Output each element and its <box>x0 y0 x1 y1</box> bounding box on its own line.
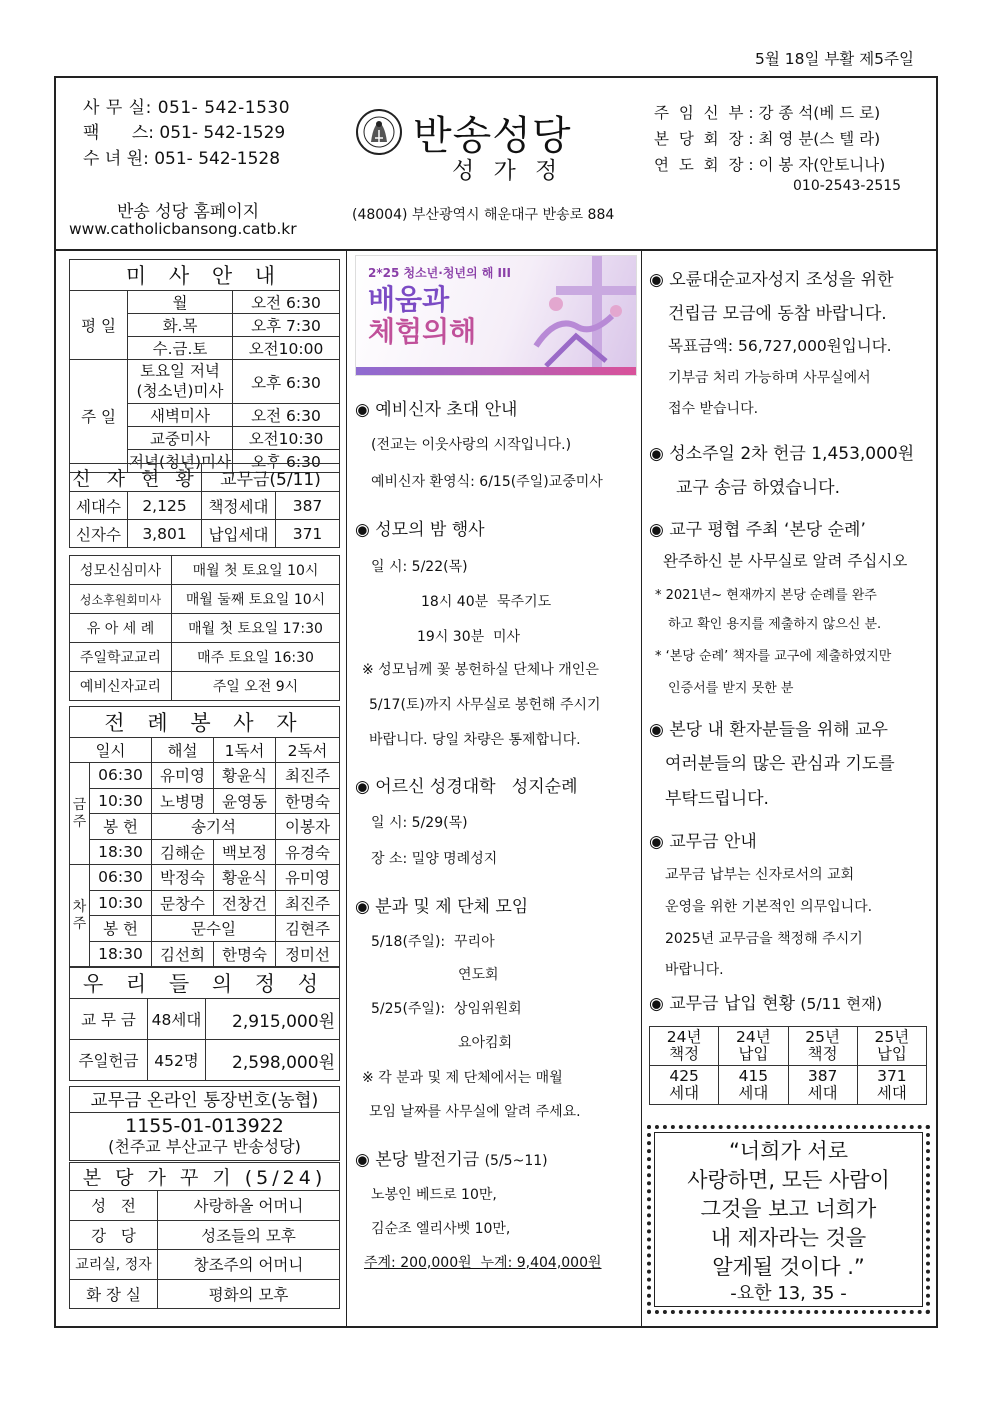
mass-title: 미 사 안 내 <box>70 260 340 291</box>
members-value: 387 <box>276 492 340 520</box>
s2-line: 18시 40분 묵주기도 <box>421 594 552 610</box>
decor-table <box>69 1162 340 1309</box>
schedule-when: 매월 첫 토요일 17:30 <box>172 614 340 643</box>
dues-header: 25년 책정 <box>788 1027 857 1066</box>
members-value: 371 <box>276 520 340 548</box>
r5-line: 2025년 교무금을 책정해 주시기 <box>665 931 863 947</box>
quote-line: 알게될 것이다 .” <box>712 1255 865 1279</box>
schedule-name: 유 아 세 례 <box>70 614 172 643</box>
mass-time: 오전10:30 <box>233 427 340 450</box>
members-label: 세대수 <box>70 492 128 520</box>
quote-line: 사랑하면, 모든 사람이 <box>687 1168 890 1192</box>
servers-cell: 문창수 <box>152 890 214 916</box>
s3-line: 일 시: 5/29(목) <box>371 815 468 831</box>
servers-cell: 김선희 <box>152 941 214 967</box>
r3-line: 하고 확인 용지를 제출하지 않으신 분. <box>668 617 882 632</box>
s5-title-text: ◉ 본당 발전기금 <box>355 1150 480 1170</box>
this-week-label: 금주 <box>70 763 90 865</box>
church-logo-icon <box>355 108 403 156</box>
r3-line: * ‘본당 순례’ 책자를 교구에 제출하였지만 <box>655 649 892 664</box>
decor-group: 성조들의 모후 <box>158 1220 340 1250</box>
offering-amount: 2,598,000원 <box>206 1040 340 1081</box>
schedule-when: 매주 토요일 16:30 <box>172 643 340 672</box>
schedule-when: 매월 둘째 토요일 10시 <box>172 585 340 614</box>
quote-line: “너희가 서로 <box>729 1139 848 1163</box>
decor-title: 본 당 가 꾸 기 (5/24) <box>70 1163 340 1191</box>
s5-line: 노봉인 베드로 10만, <box>371 1187 497 1203</box>
banner-main-1: 배움과 <box>368 283 450 316</box>
dues-header: 24년 책정 <box>650 1027 719 1066</box>
servers-cell: 전창건 <box>214 890 276 916</box>
decor-place: 화 장 실 <box>70 1279 158 1309</box>
servers-cell: 한명숙 <box>214 941 276 967</box>
servers-cell: 노병명 <box>152 788 214 814</box>
mass-day: 수.금.토 <box>128 337 233 360</box>
offering-count: 48세대 <box>148 999 206 1040</box>
mass-time: 오후 6:30 <box>233 360 340 404</box>
bank-table <box>69 1086 340 1161</box>
servers-cell: 18:30 <box>90 839 152 865</box>
servers-header: 일시 <box>70 738 152 763</box>
r3-line: * 2021년~ 현재까지 본당 순례를 완주 <box>655 588 877 603</box>
s4-line: 연도회 <box>458 967 499 983</box>
r1-line: 건립금 모금에 동참 바랍니다. <box>668 304 887 324</box>
s4-line: 5/18(주일): 꾸리아 <box>371 934 495 950</box>
s1-line: (전교는 이웃사랑의 시작입니다.) <box>371 437 572 453</box>
mass-day: 화.목 <box>128 314 233 337</box>
mass-time: 오전 6:30 <box>233 404 340 427</box>
r4-line: ◉ 본당 내 환자분들을 위해 교우 <box>649 720 888 740</box>
r5-line: 운영을 위한 기본적인 의무입니다. <box>665 899 873 915</box>
dues-status-table <box>649 1026 927 1105</box>
servers-cell: 정미선 <box>276 941 340 967</box>
fax-number: 팩 스: 051- 542-1529 <box>83 123 286 143</box>
servers-cell: 봉 헌 <box>90 916 152 942</box>
office-phone: 사 무 실: 051- 542-1530 <box>83 98 291 118</box>
servers-cell: 이봉자 <box>276 814 340 840</box>
s3-title: ◉ 어르신 성경대학 성지순례 <box>355 777 578 797</box>
offering-label: 주일헌금 <box>70 1040 148 1081</box>
r5-line: 교무금 납부는 신자로서의 교회 <box>665 867 855 883</box>
servers-cell: 18:30 <box>90 941 152 967</box>
church-name: 반송성당 <box>413 113 572 159</box>
r2-line: ◉ 성소주일 2차 헌금 1,453,000원 <box>649 444 915 464</box>
servers-header: 해설 <box>152 738 214 763</box>
schedule-name: 성소후원회미사 <box>70 585 172 614</box>
servers-cell: 10:30 <box>90 788 152 814</box>
servers-cell: 송기석 <box>152 814 276 840</box>
offering-label: 교 무 금 <box>70 999 148 1040</box>
mass-day: 교중미사 <box>128 427 233 450</box>
servers-cell: 06:30 <box>90 763 152 789</box>
mass-day: 저녁(청년)미사 <box>128 450 233 473</box>
s4-line: 5/25(주일): 상임위원회 <box>371 1001 522 1017</box>
dues-title: 교무금(5/11) <box>202 464 340 492</box>
dues-value: 387 세대 <box>788 1066 857 1105</box>
offerings-title: 우 리 들 의 정 성 <box>70 968 340 999</box>
scripture-quote-box <box>647 1125 930 1314</box>
quote-reference: -요한 13, 35 - <box>730 1283 847 1304</box>
members-value: 3,801 <box>128 520 202 548</box>
servers-cell: 박정숙 <box>152 865 214 891</box>
homepage-label: 반송 성당 홈페이지 <box>117 202 260 222</box>
servers-cell: 유미영 <box>152 763 214 789</box>
s1-title: ◉ 예비신자 초대 안내 <box>355 400 518 420</box>
s3-line: 장 소: 밀양 명례성지 <box>371 851 498 867</box>
r4-line: 부탁드립니다. <box>665 789 769 809</box>
s2-line: 일 시: 5/22(목) <box>371 559 468 575</box>
dues-header: 25년 납입 <box>857 1027 926 1066</box>
servers-cell: 10:30 <box>90 890 152 916</box>
schedule-when: 주일 오전 9시 <box>172 672 340 701</box>
dues-value: 425 세대 <box>650 1066 719 1105</box>
schedule-name: 예비신자교리 <box>70 672 172 701</box>
banner-gradient-bar <box>356 367 637 375</box>
r3-line: 완주하신 분 사무실로 알려 주십시오 <box>663 552 908 570</box>
schedule-table <box>69 555 340 701</box>
cross-figure-icon <box>516 256 637 376</box>
youth-year-banner <box>355 255 637 376</box>
decor-group: 평화의 모후 <box>158 1279 340 1309</box>
r3-line: ◉ 교구 평협 주최 ‘본당 순례’ <box>649 520 866 540</box>
mass-time: 오전10:00 <box>233 337 340 360</box>
bank-title: 교무금 온라인 통장번호(농협) <box>70 1087 340 1113</box>
mass-day: 토요일 저녁 (청소년)미사 <box>128 360 233 404</box>
r6-note: (5/11 현재) <box>800 995 883 1013</box>
servers-cell: 최진주 <box>276 763 340 789</box>
s5-total: 주계: 200,000원 누계: 9,404,000원 <box>364 1255 602 1271</box>
mass-table <box>69 259 340 473</box>
offering-amount: 2,915,000원 <box>206 999 340 1040</box>
servers-table <box>69 706 340 967</box>
servers-cell: 김현주 <box>276 916 340 942</box>
column-divider-right <box>641 250 642 1328</box>
s5-line: 김순조 엘리사벳 10만, <box>371 1221 511 1237</box>
members-table <box>69 463 340 548</box>
pastor: 주 임 신 부 : 강 종 석(베 드 로) <box>654 104 881 122</box>
mass-time: 오후 6:30 <box>233 450 340 473</box>
dues-value: 371 세대 <box>857 1066 926 1105</box>
decor-group: 창조주의 어머니 <box>158 1250 340 1280</box>
s4-line: ※ 각 분과 및 제 단체에서는 매월 <box>362 1070 563 1086</box>
quote-line: 내 제자라는 것을 <box>710 1226 867 1250</box>
quote-line: 그것을 보고 너희가 <box>700 1197 877 1221</box>
parish-president: 본 당 회 장 : 최 영 분(스 텔 라) <box>654 130 881 148</box>
r5-line: 바랍니다. <box>665 962 724 978</box>
decor-group: 사랑하올 어머니 <box>158 1191 340 1221</box>
servers-cell: 백보정 <box>214 839 276 865</box>
s5-period: (5/5~11) <box>484 1153 548 1169</box>
r3-line: 인증서를 받지 못한 분 <box>668 681 794 696</box>
members-label: 책정세대 <box>202 492 276 520</box>
header-divider <box>54 249 938 251</box>
offerings-table <box>69 967 340 1081</box>
decor-place: 성 전 <box>70 1191 158 1221</box>
s4-line: 요아킴회 <box>458 1035 513 1051</box>
schedule-when: 매월 첫 토요일 10시 <box>172 556 340 585</box>
decor-place: 강 당 <box>70 1220 158 1250</box>
sunday-label: 주 일 <box>70 360 128 473</box>
s2-title: ◉ 성모의 밤 행사 <box>355 520 485 540</box>
banner-main-2: 체험의해 <box>368 315 477 348</box>
s1-line: 예비신자 환영식: 6/15(주일)교중미사 <box>371 474 603 490</box>
mass-day: 월 <box>128 291 233 314</box>
servers-cell: 최진주 <box>276 890 340 916</box>
r1-line: 목표금액: 56,727,000원입니다. <box>668 337 892 355</box>
servers-header: 1독서 <box>214 738 276 763</box>
elder-president: 연 도 회 장 : 이 봉 자(안토니나) <box>654 156 886 174</box>
bank-account-holder: (천주교 부산교구 반송성당) <box>108 1137 301 1157</box>
servers-cell: 윤영동 <box>214 788 276 814</box>
s2-line: 바랍니다. 당일 차량은 통제합니다. <box>369 732 581 748</box>
r4-line: 여러분들의 많은 관심과 기도를 <box>665 754 895 774</box>
s4-title: ◉ 분과 및 제 단체 모임 <box>355 897 529 917</box>
servers-header: 2독서 <box>276 738 340 763</box>
church-subtitle: 성 가 정 <box>452 158 564 184</box>
s5-title <box>355 1145 548 1170</box>
next-week-label: 차주 <box>70 865 90 967</box>
r1-line: 접수 받습니다. <box>668 401 759 417</box>
servers-title: 전 례 봉 사 자 <box>70 707 340 738</box>
dues-header: 24년 납입 <box>719 1027 788 1066</box>
schedule-name: 성모신심미사 <box>70 556 172 585</box>
servers-cell: 문수일 <box>152 916 276 942</box>
r6-title <box>649 989 882 1014</box>
members-label: 신자수 <box>70 520 128 548</box>
column-divider-left <box>346 250 347 1328</box>
servers-cell: 김해순 <box>152 839 214 865</box>
bank-account-number: 1155-01-013922 <box>125 1115 284 1138</box>
members-label: 납입세대 <box>202 520 276 548</box>
homepage-url[interactable]: www.catholicbansong.catb.kr <box>69 220 297 238</box>
r2-line: 교구 송금 하였습니다. <box>676 478 841 498</box>
servers-cell: 황윤식 <box>214 763 276 789</box>
r6-title-text: ◉ 교무금 납입 현황 <box>649 994 795 1014</box>
r1-line: ◉ 오륜대순교자성지 조성을 위한 <box>649 270 894 290</box>
servers-cell: 황윤식 <box>214 865 276 891</box>
contact-phone: 010-2543-2515 <box>793 178 902 194</box>
servers-cell: 봉 헌 <box>90 814 152 840</box>
offering-count: 452명 <box>148 1040 206 1081</box>
s2-line: 19시 30분 미사 <box>417 629 521 645</box>
church-address: (48004) 부산광역시 해운대구 반송로 884 <box>352 207 615 223</box>
bulletin-date: 5월 18일 부활 제5주일 <box>754 50 914 68</box>
banner-top-text: 2*25 청소년·청년의 해 III <box>368 266 511 280</box>
mass-time: 오후 7:30 <box>233 314 340 337</box>
weekday-label: 평 일 <box>70 291 128 360</box>
servers-cell: 06:30 <box>90 865 152 891</box>
decor-place: 교리실, 정자 <box>70 1250 158 1280</box>
members-value: 2,125 <box>128 492 202 520</box>
r1-line: 기부금 처리 가능하며 사무실에서 <box>668 370 871 386</box>
r5-title: ◉ 교무금 안내 <box>649 832 757 852</box>
servers-cell: 한명숙 <box>276 788 340 814</box>
dues-value: 415 세대 <box>719 1066 788 1105</box>
mass-day: 새벽미사 <box>128 404 233 427</box>
s2-line: 5/17(토)까지 사무실로 봉헌해 주시기 <box>369 697 601 713</box>
servers-cell: 유미영 <box>276 865 340 891</box>
mass-time: 오전 6:30 <box>233 291 340 314</box>
members-title: 신 자 현 황 <box>70 464 202 492</box>
servers-cell: 유경숙 <box>276 839 340 865</box>
schedule-name: 주일학교교리 <box>70 643 172 672</box>
s4-line: 모임 날짜를 사무실에 알려 주세요. <box>369 1104 581 1120</box>
nuns-phone: 수 녀 원: 051- 542-1528 <box>83 149 281 169</box>
s2-line: ※ 성모님께 꽃 봉헌하실 단체나 개인은 <box>362 662 599 678</box>
